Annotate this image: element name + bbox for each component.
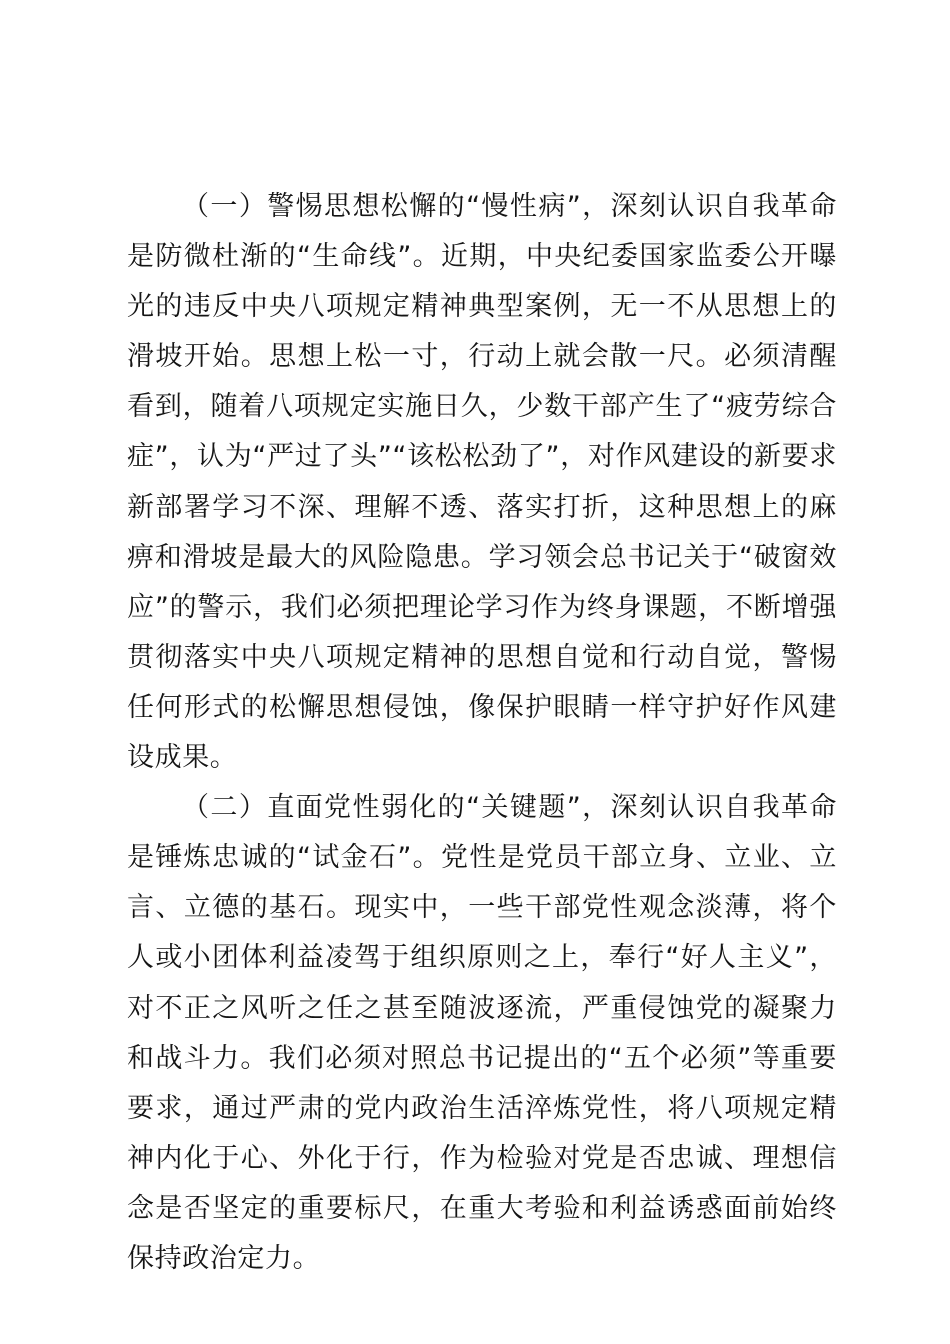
paragraph-1: （一）警惕思想松懈的“慢性病”，深刻认识自我革命是防微杜渐的“生命线”。近期，中央纪委国家监委公开曝光的违反中央八项规定精神典型案例，无一不从思想上的滑坡开始。思想上松一寸，行动上就会散一尺。必须清醒看到，随着八项规定实施日久，少数干部产生了“疲劳综合症”，认为“严过了头”“该松松劲了”，对作风建设的新要求新部署学习不深、理解不透、落实打折，这种思想上的麻痹和滑坡是最大的风险隐患。学习领会总书记关于“破窗效应”的警示，我们必须把理论学习作为终身课题，不断增强贯彻落实中央八项规定精神的思想自觉和行动自觉，警惕任何形式的松懈思想侵蚀，像保护眼睛一样守护好作风建设成果。 [127, 191, 837, 774]
paragraph-2: （二）直面党性弱化的“关键题”，深刻认识自我革命是锤炼忠诚的“试金石”。党性是党员干部立身、立业、立言、立德的基石。现实中，一些干部党性观念淡薄，将个人或小团体利益凌驾于组织原则之上，奉行“好人主义”，对不正之风听之任之甚至随波逐流，严重侵蚀党的凝聚力和战斗力。我们必须对照总书记提出的“五个必须”等重要要求，通过严肃的党内政治生活淬炼党性，将八项规定精神内化于心、外化于行，作为检验对党是否忠诚、理想信念是否坚定的重要标尺，在重大考验和利益诱惑面前始终保持政治定力。 [127, 792, 837, 1274]
document-body [127, 182, 837, 1284]
